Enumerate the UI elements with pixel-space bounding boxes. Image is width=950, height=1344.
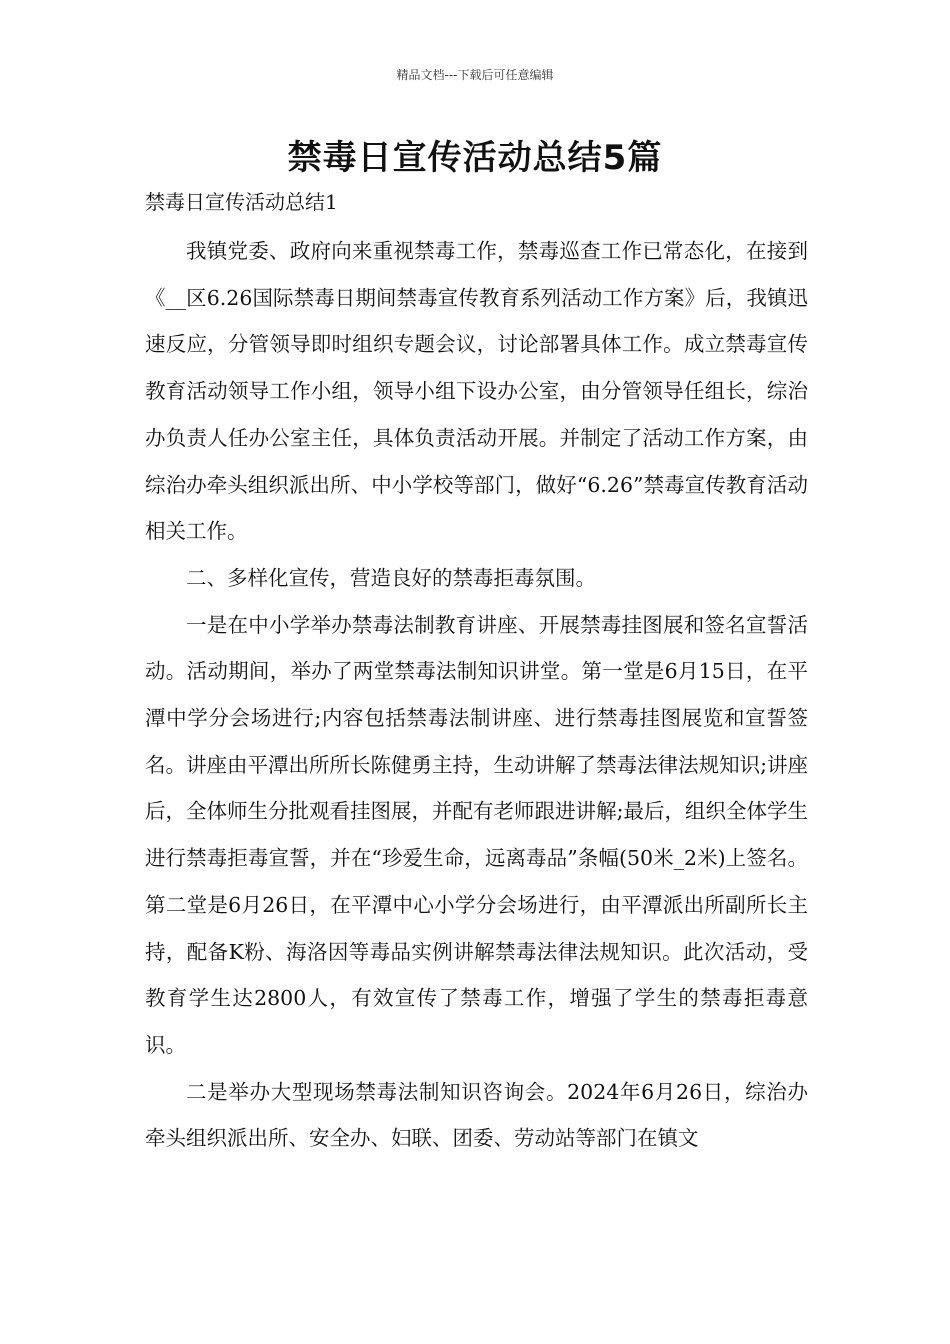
paragraph: 二、多样化宣传，营造良好的禁毒拒毒氛围。 — [186, 565, 596, 590]
paragraph: 一是在中小学举办禁毒法制教育讲座、开展禁毒挂图展和签名宣誓活动。活动期间，举办了两堂禁毒法制知识讲堂。第一堂是6月15日，在平潭中学分会场进行;内容包括禁毒法制讲座、进行禁毒挂图展览和宣誓签名。讲座由平潭出所所长陈健勇主持，生动讲解了禁毒法律法规知识;讲座后，全体师生分批观看挂图展，并配有老师跟进讲解;最后，组织全体学生进行禁毒拒毒宣誓，并在“珍爱生命，远离毒品”条幅(50米_2米)上签名。第二堂是6月26日，在平潭中心小学分会场进行，由平潭派出所副所长主持，配备K粉、海洛因等毒品实例讲解禁毒法律法规知识。此次活动，受教育学生达2800人，有效宣传了禁毒工作，增强了学生的禁毒拒毒意识。 — [145, 612, 808, 1057]
document-body — [145, 228, 808, 1162]
paragraph: 二是举办大型现场禁毒法制知识咨询会。2024年6月26日，综治办牵头组织派出所、安全办、妇联、团委、劳动站等部门在镇文 — [145, 1079, 808, 1151]
section-heading: 禁毒日宣传活动总结1 — [145, 190, 338, 214]
header-note: 精品文档---下载后可任意编辑 — [396, 68, 554, 82]
document-title: 禁毒日宣传活动总结5篇 — [287, 138, 663, 178]
paragraph: 我镇党委、政府向来重视禁毒工作，禁毒巡查工作已常态化，在接到《__区6.26国际禁毒日期间禁毒宣传教育系列活动工作方案》后，我镇迅速反应，分管领导即时组织专题会议，讨论部署具体工作。成立禁毒宣传教育活动领导工作小组，领导小组下设办公室，由分管领导任组长，综治办负责人任办公室主任，具体负责活动开展。并制定了活动工作方案，由综治办牵头组织派出所、中小学校等部门，做好“6.26”禁毒宣传教育活动相关工作。 — [145, 239, 808, 544]
